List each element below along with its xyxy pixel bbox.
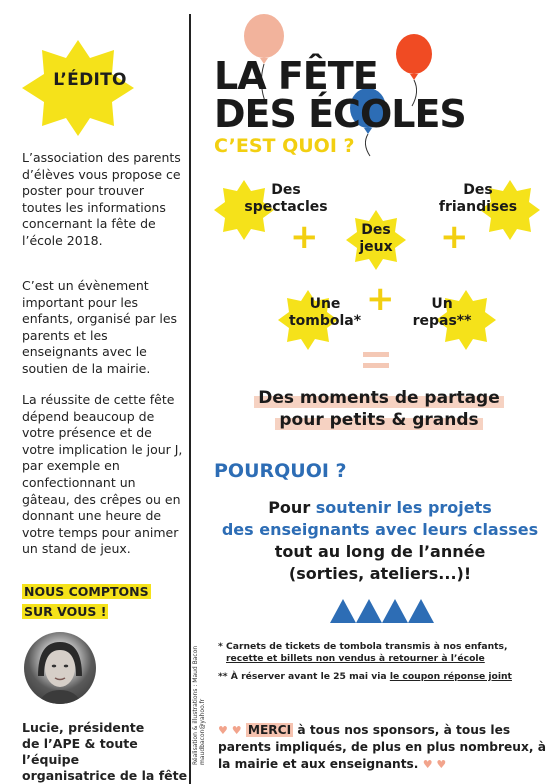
pourquoi-heading: POURQUOI ? xyxy=(214,460,347,482)
plus-icon: + xyxy=(290,217,319,257)
moments-line-2: pour petits & grands xyxy=(214,410,544,430)
edito-paragraph-1: L’association des parents d’élèves vous propose ce poster pour trouver toutes les informations concernant la fête de l’école 2018. xyxy=(22,150,181,248)
hearts-icon: ♥ ♥ xyxy=(422,758,447,771)
plus-icon: + xyxy=(366,279,395,319)
edito-paragraph-2: C’est un évènement important pour les enfants, organisé par les parents et les enseignants avec le soutien de la mairie. xyxy=(22,278,178,376)
signature xyxy=(22,720,192,784)
signature-line-1: Lucie, présidente xyxy=(22,720,145,735)
pourquoi-text: Pour soutenir les projets des enseignants avec leurs classes tout au long de l’année (sorties, ateliers...)! xyxy=(221,498,539,583)
hearts-icon: ♥ ♥ xyxy=(218,724,242,737)
page-subtitle: C’EST QUOI ? xyxy=(214,135,355,157)
moments-line-1: Des moments de partage xyxy=(214,388,544,408)
item-repas: Un repas** xyxy=(412,296,472,329)
signature-line-3: organisatrice de la fête xyxy=(22,768,188,783)
item-spectacles: Des spectacles xyxy=(244,182,328,215)
note-repas: ** À réserver avant le 25 mai via le coupon réponse joint xyxy=(218,671,512,682)
plus-icon: + xyxy=(440,217,469,257)
edito-paragraph-3: La réussite de cette fête dépend beaucoup de votre présence et de votre implication le jour J, par exemple en confectionnant un gâteau, des crêpes ou en donnant une heure de votre temps pour animer un stand de jeux. xyxy=(22,392,183,557)
merci-text: ♥ ♥ MERCI à tous nos sponsors, à tous les parents impliqués, de plus en plus nombreux, à la mairie et aux enseignants. ♥ ♥ xyxy=(218,723,546,771)
triangles-decoration-icon xyxy=(330,597,434,623)
item-jeux: Des jeux xyxy=(359,222,393,255)
credit-line: Réalisation & illustrations : Maud Bacon maudbacon@yahoo.fr xyxy=(192,645,206,765)
signature-line-2: de l’APE & toute l’équipe xyxy=(22,736,138,767)
page-title-line-2: DES ÉCOLES xyxy=(214,92,466,136)
page-title-line-1: LA FÊTE xyxy=(214,54,378,98)
edito-title: L’ÉDITO xyxy=(53,70,127,90)
comptons-callout xyxy=(22,581,151,621)
column-divider xyxy=(189,14,191,784)
item-friandises: Des friandises xyxy=(438,182,518,215)
item-tombola: Une tombola* xyxy=(288,296,362,329)
equals-icon xyxy=(363,352,389,368)
comptons-line-1: NOUS COMPTONS xyxy=(24,584,149,599)
comptons-line-2: SUR VOUS ! xyxy=(24,604,107,619)
note-tombola: * Carnets de tickets de tombola transmis à nos enfants, recette et billets non vendus à retourner à l’école xyxy=(218,641,508,664)
avatar xyxy=(24,632,96,704)
